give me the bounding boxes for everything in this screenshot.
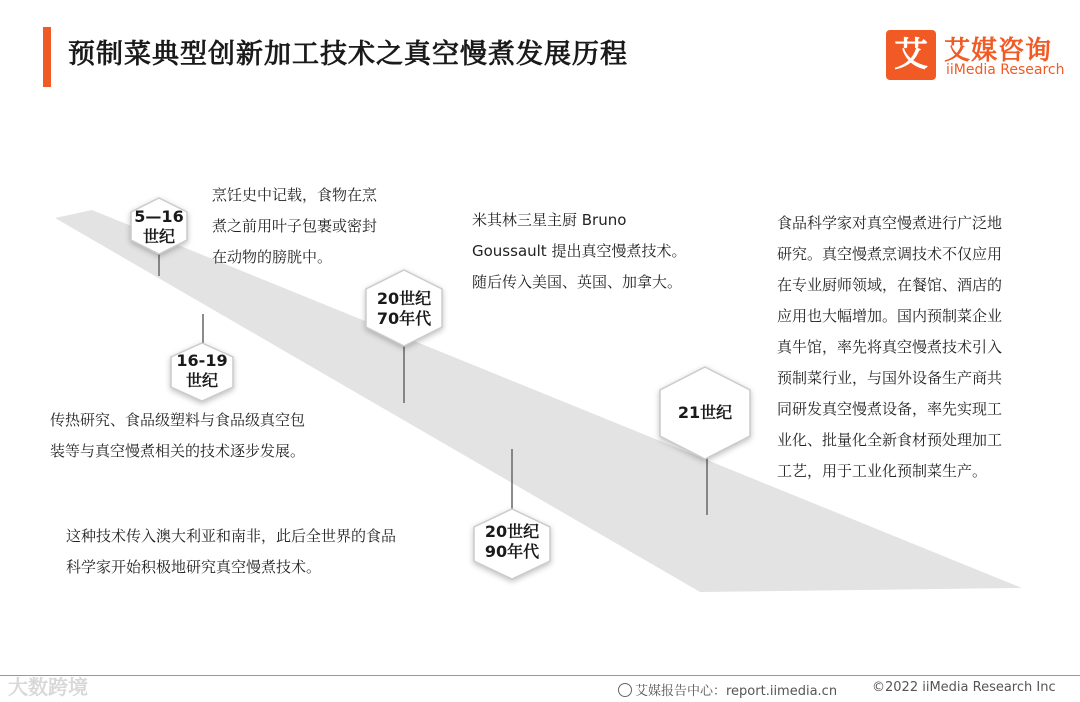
footer-report-center [618, 680, 837, 699]
footer-divider [0, 675, 1080, 676]
milestone-text-16-19: 传热研究、食品级塑料与食品级真空包 装等与真空慢煮相关的技术逐步发展。 [50, 411, 306, 460]
milestone-text-21st: 食品科学家对真空慢煮进行广泛地 研究。真空慢煮烹调技术不仅应用 在专业厨师领域，在餐馆、酒店的 应用也大幅增加。国内预制菜企业 真牛馆，率先将真空慢煮技术引入 预制菜行业，与国外设备生产商共 同研发真空慢煮设备，率先实现工 业化、批量化全新食材预处理加工 工艺，用于工业化预制菜生产。 [777, 214, 1003, 480]
logo-mark: 艾 [886, 30, 936, 80]
milestone-text-1990s: 这种技术传入澳大利亚和南非，此后全世界的食品 科学家开始积极地研究真空慢煮技术。 [66, 527, 397, 576]
logo-chinese-name: 艾媒咨询 [944, 36, 1053, 66]
period-label-1970s: 20世纪 70年代 [376, 289, 432, 328]
period-label-16-19: 16-19 世纪 [176, 351, 228, 390]
period-label-5-16: 5—16 世纪 [134, 207, 184, 246]
globe-icon [618, 683, 632, 697]
footer-copyright: ©2022 iiMedia Research Inc [872, 680, 1056, 695]
milestone-text-5-16: 烹饪史中记载，食物在烹 煮之前用叶子包裹或密封 在动物的膀胱中。 [212, 186, 378, 266]
watermark-text: 大数跨境 [8, 675, 88, 699]
page-title: 预制菜典型创新加工技术之真空慢煮发展历程 [68, 39, 628, 70]
period-label-1990s: 20世纪 90年代 [484, 522, 540, 561]
logo-english-name: iiMedia Research [946, 62, 1065, 78]
footer-report-center-label: 艾媒报告中心：report.iimedia.cn [635, 684, 838, 699]
period-label-21st: 21世纪 [677, 403, 733, 422]
milestone-text-1970s: 米其林三星主厨 Bruno Goussault 提出真空慢煮技术。 随后传入美国、英国、加拿大。 [472, 211, 687, 291]
